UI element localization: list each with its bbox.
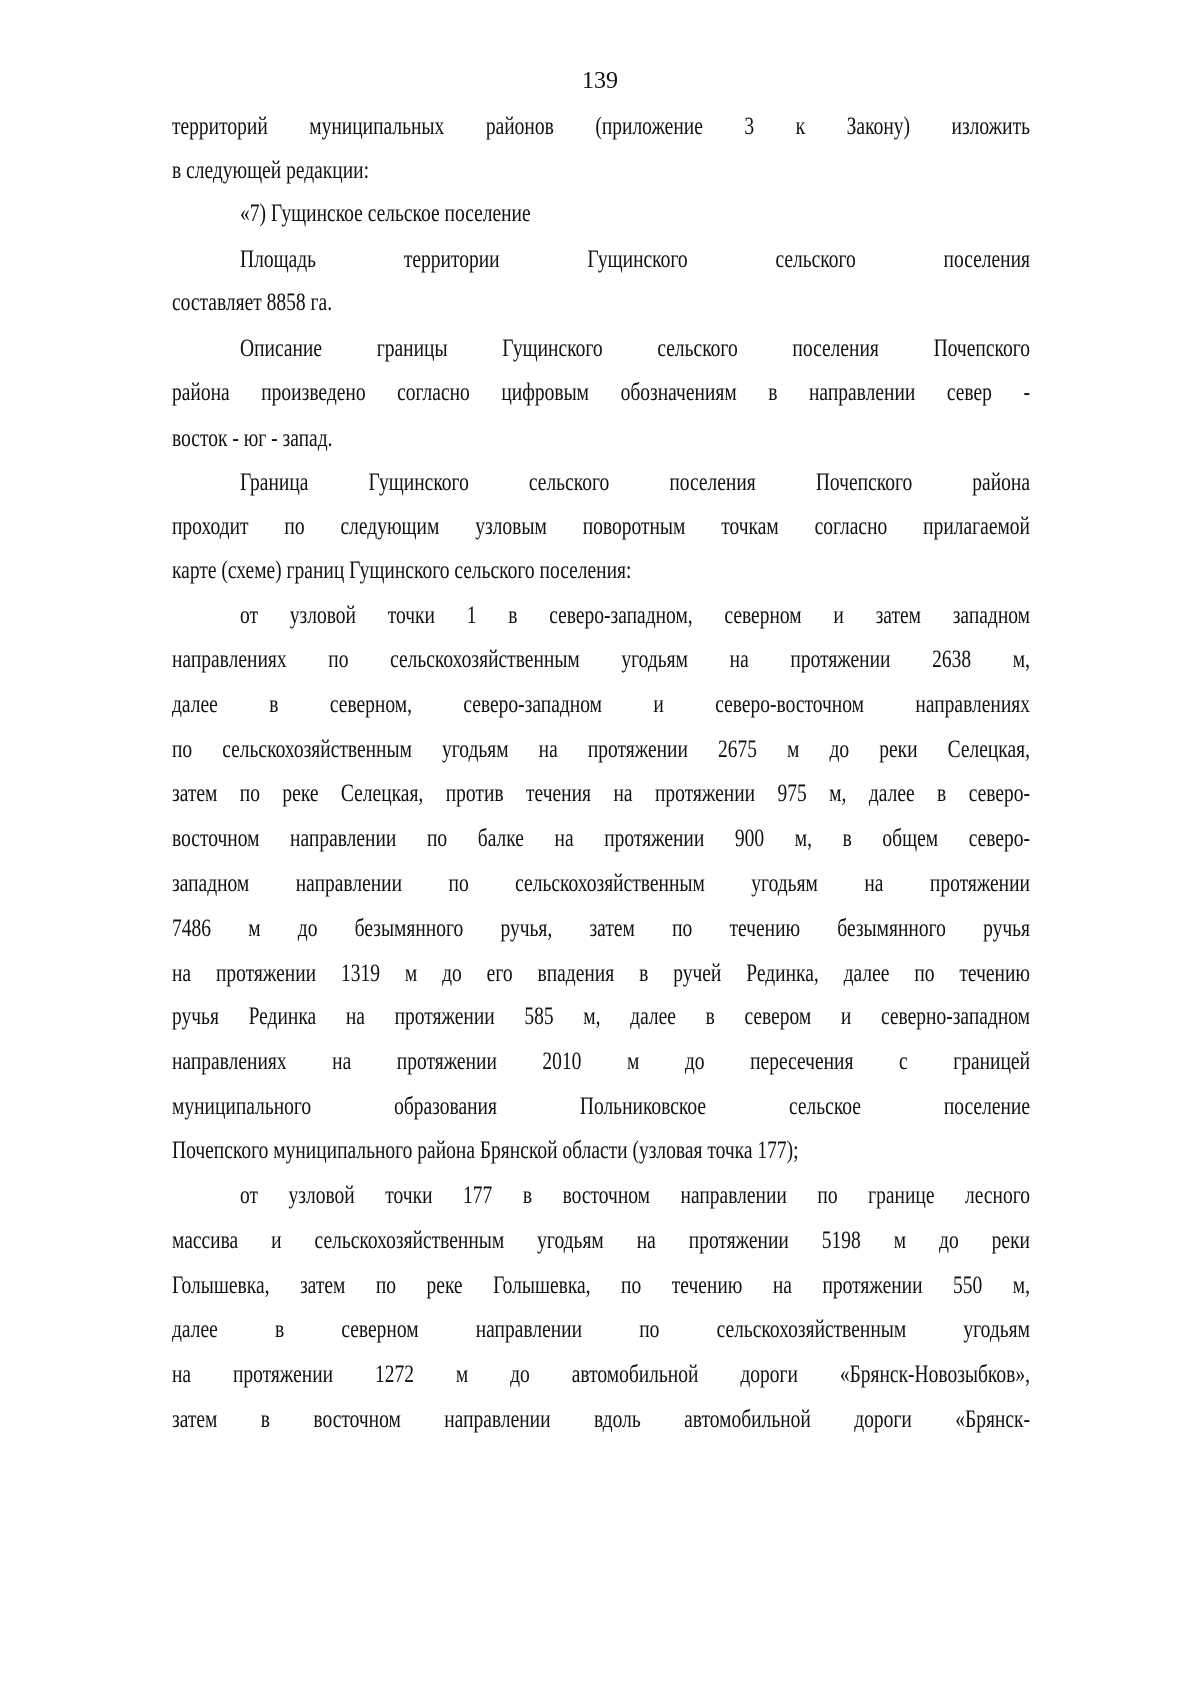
text-line: направлениях на протяжении 2010 м до пересечения с границей — [172, 1048, 1030, 1075]
text-line: затем в восточном направлении вдоль автомобильной дороги «Брянск- — [172, 1406, 1030, 1433]
text-line: ручья Рединка на протяжении 585 м, далее в севером и северно-западном — [172, 1003, 1030, 1030]
text-line: затем по реке Селецкая, против течения на протяжении 975 м, далее в северо- — [172, 780, 1030, 807]
text-line: восточном направлении по балке на протяжении 900 м, в общем северо- — [172, 825, 1030, 852]
text-line: направлениях по сельскохозяйственным угодьям на протяжении 2638 м, — [172, 646, 1030, 673]
text-line: составляет 8858 га. — [172, 289, 333, 316]
text-line: Голышевка, затем по реке Голышевка, по течению на протяжении 550 м, — [172, 1272, 1030, 1299]
text-line: далее в северном, северо-западном и северо-восточном направлениях — [172, 691, 1030, 718]
text-line: проходит по следующим узловым поворотным точкам согласно прилагаемой — [172, 513, 1030, 540]
text-line: на протяжении 1319 м до его впадения в ручей Рединка, далее по течению — [172, 960, 1030, 987]
text-line: в следующей редакции: — [172, 157, 370, 184]
text-line: на протяжении 1272 м до автомобильной дороги «Брянск-Новозыбков», — [172, 1361, 1030, 1388]
text-line: западном направлении по сельскохозяйственным угодьям на протяжении — [172, 870, 1030, 897]
text-line: муниципального образования Польниковское сельское поселение — [172, 1093, 1030, 1120]
text-line: 7486 м до безымянного ручья, затем по течению безымянного ручья — [172, 915, 1030, 942]
text-line: Почепского муниципального района Брянской области (узловая точка 177); — [172, 1137, 799, 1164]
text-line: Площадь территории Гущинского сельского поселения — [240, 246, 1030, 273]
text-line: «7) Гущинское сельское поселение — [240, 200, 531, 227]
text-line: Граница Гущинского сельского поселения Почепского района — [240, 469, 1030, 496]
text-line: далее в северном направлении по сельскохозяйственным угодьям — [172, 1316, 1030, 1343]
text-line: от узловой точки 1 в северо-западном, северном и затем западном — [240, 602, 1030, 629]
text-line: по сельскохозяйственным угодьям на протяжении 2675 м до реки Селецкая, — [172, 736, 1030, 763]
page-number: 139 — [582, 68, 618, 94]
text-line: от узловой точки 177 в восточном направлении по границе лесного — [240, 1182, 1030, 1209]
text-line: района произведено согласно цифровым обозначениям в направлении север - — [172, 379, 1030, 406]
text-line: карте (схеме) границ Гущинского сельского поселения: — [172, 557, 632, 584]
text-line: массива и сельскохозяйственным угодьям на протяжении 5198 м до реки — [172, 1227, 1030, 1254]
text-line: восток - юг - запад. — [172, 425, 333, 452]
text-line: территорий муниципальных районов (приложение 3 к Закону) изложить — [172, 113, 1030, 140]
text-line: Описание границы Гущинского сельского поселения Почепского — [240, 335, 1030, 362]
